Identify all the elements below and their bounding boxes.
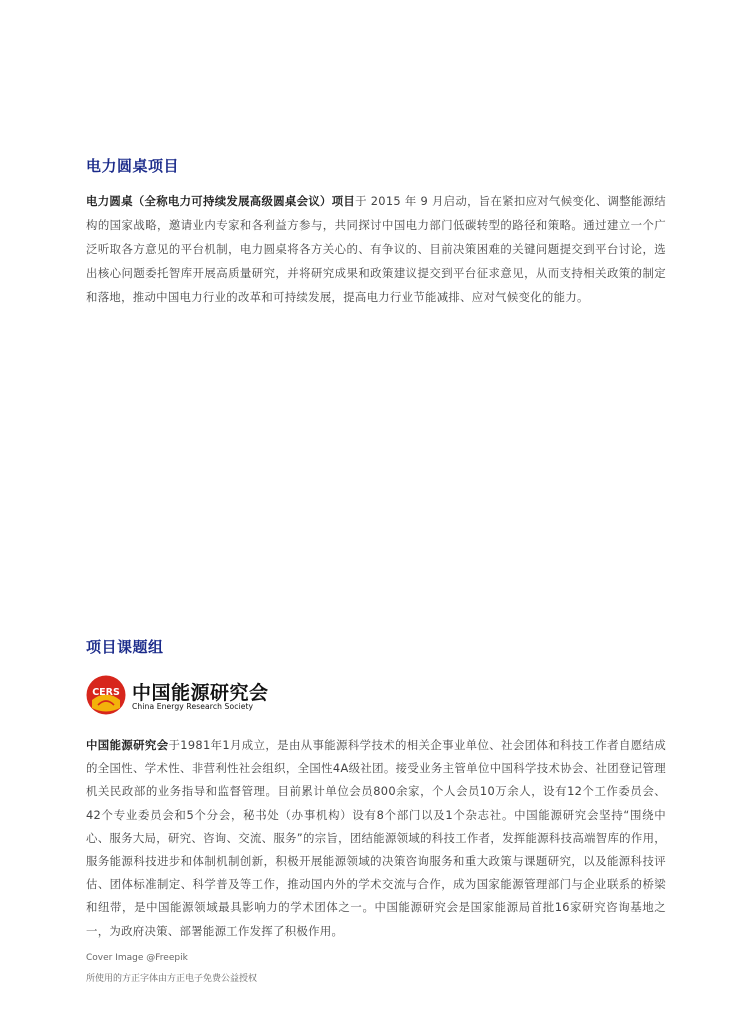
cover-image-credit: Cover Image @Freepik — [86, 953, 188, 963]
cers-badge-text: CERS — [92, 687, 120, 698]
section-title-project-team: 项目课题组 — [86, 638, 164, 656]
cers-body: 于1981年1月成立，是由从事能源科学技术的相关企事业单位、社会团体和科技工作者自愿结成的全国性、学术性、非营利性社会组织，全国性4A级社团。接受业务主管单位中国科学技术协会、社团登记管理机关民政部的业务指导和监督管理。目前累计单位会员800余家，个人会员10万余人，设有12个工作委员会、42个专业委员会和5个分会，秘书处（办事机构）设有8个部门以及1个杂志社。中国能源研究会坚持“围绕中心、服务大局，研究、咨询、交流、服务”的宗旨，团结能源领域的科技工作者，发挥能源科技高端智库的作用，服务能源科技进步和体制机制创新，积极开展能源领域的决策咨询服务和重大政策与课题研究，以及能源科技评估、团体标准制定、科学普及等工作，推动国内外的学术交流与合作，成为国家能源管理部门与企业联系的桥梁和纽带，是中国能源领域最具影响力的学术团体之一。中国能源研究会是国家能源局首批16家研究咨询基地之一，为政府决策、部署能源工作发挥了积极作用。 — [86, 738, 667, 938]
cers-org-name: 中国能源研究会 — [86, 738, 169, 752]
cers-name-en: China Energy Research Society — [132, 702, 254, 711]
power-roundtable-description — [86, 189, 666, 309]
cers-description — [86, 734, 666, 943]
section-title-power-roundtable: 电力圆桌项目 — [86, 157, 180, 175]
power-roundtable-body: 于 2015 年 9 月启动，旨在紧扣应对气候变化、调整能源结构的国家战略，邀请业内专家和各利益方参与，共同探讨中国电力部门低碳转型的路径和策略。通过建立一个广泛听取各方意见的平台机制，电力圆桌将各方关心的、有争议的、目前决策困难的关键问题提交到平台讨论，选出核心问题委托智库开展高质量研究，并将研究成果和政策建议提交到平台征求意见，从而支持相关政策的制定和落地，推动中国电力行业的改革和可持续发展，提高电力行业节能减排、应对气候变化的能力。 — [86, 194, 666, 304]
cers-name-cn: 中国能源研究会 — [132, 682, 269, 704]
cers-badge-icon — [86, 675, 126, 715]
power-roundtable-name: 电力圆桌（全称电力可持续发展高级圆桌会议）项目 — [86, 194, 356, 208]
font-license-credit: 所使用的方正字体由方正电子免费公益授权 — [86, 974, 258, 984]
cers-logo — [86, 675, 336, 715]
